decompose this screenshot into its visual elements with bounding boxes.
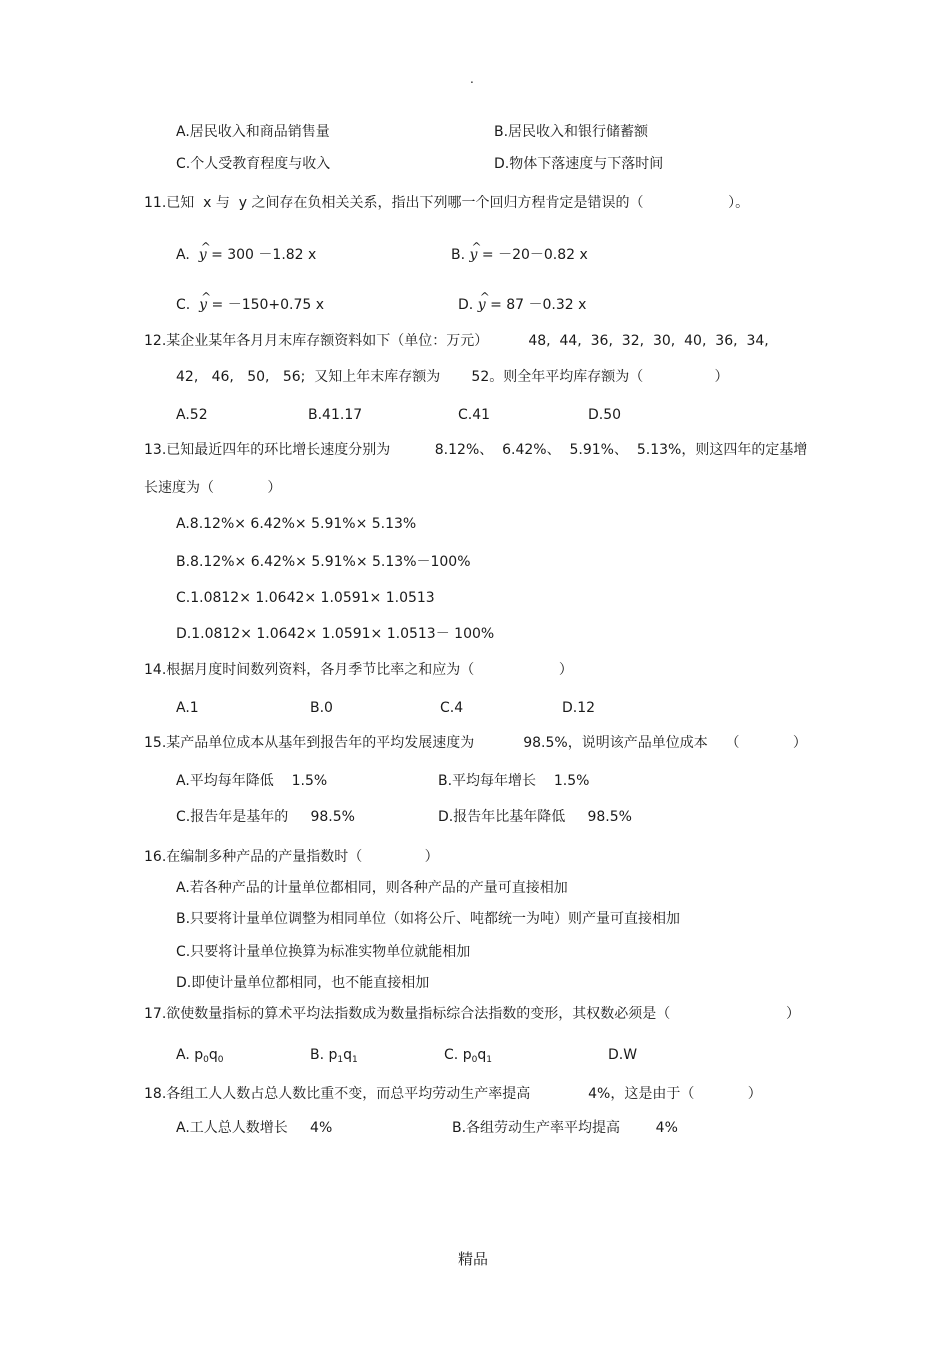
q13-stem-line2: 长速度为（ ） — [144, 480, 282, 496]
q10-option-d: D.物体下落速度与下落时间 — [494, 156, 664, 172]
q11-option-a-equation: = 300 －1.82 x — [211, 247, 317, 263]
subscript-1: 1 — [352, 1055, 358, 1065]
q17-option-c — [444, 1046, 492, 1069]
q13-stem-line1: 13.已知最近四年的环比增长速度分别为 8.12%、 6.42%、 5.91%、 5.13%，则这四年的定基增 — [144, 442, 808, 458]
q14-option-c: C.4 — [440, 700, 464, 716]
header-dot: . — [470, 72, 474, 86]
subscript-1: 1 — [337, 1055, 344, 1065]
y-hat-symbol: ^ y — [199, 296, 207, 314]
p-symbol: p — [328, 1047, 338, 1063]
q14-option-a: A.1 — [176, 700, 199, 716]
q13-option-c: C.1.0812× 1.0642× 1.0591× 1.0513 — [176, 590, 435, 606]
q18-option-b: B.各组劳动生产率平均提高 4% — [452, 1120, 678, 1136]
q10-option-a: A.居民收入和商品销售量 — [176, 124, 330, 140]
q15-option-c: C.报告年是基年的 98.5% — [176, 809, 355, 825]
q15-option-b: B.平均每年增长 1.5% — [438, 773, 590, 789]
q12-stem-line2: 42, 46, 50, 56; 又知上年末库存额为 52。则全年平均库存额为（ ） — [176, 369, 729, 385]
q18-option-a: A.工人总人数增长 4% — [176, 1120, 333, 1136]
q17-stem: 17.欲使数量指标的算术平均法指数成为数量指标综合法指数的变形，其权数必须是（ ） — [144, 1006, 800, 1022]
q-symbol: q — [343, 1047, 353, 1063]
p-symbol: p — [462, 1047, 472, 1063]
subscript-0: 0 — [203, 1055, 209, 1065]
q15-option-d: D.报告年比基年降低 98.5% — [438, 809, 632, 825]
q10-option-c: C.个人受教育程度与收入 — [176, 156, 331, 172]
q11-option-d — [458, 296, 586, 314]
y-hat-symbol: ^ y — [478, 296, 486, 314]
p-symbol: p — [194, 1047, 204, 1063]
q12-option-b: B.41.17 — [308, 407, 363, 423]
q11-option-c-prefix: C. — [176, 297, 191, 313]
q16-option-a: A.若各种产品的计量单位都相同，则各种产品的产量可直接相加 — [176, 880, 568, 896]
q17-option-d: D.W — [608, 1047, 638, 1063]
q11-option-b-equation: = －20－0.82 x — [481, 247, 588, 263]
q11-option-c — [176, 296, 324, 314]
q18-stem: 18.各组工人人数占总人数比重不变，而总平均劳动生产率提高 4%，这是由于（ ） — [144, 1086, 762, 1102]
y-hat-symbol: ^ y — [470, 246, 478, 264]
q11-option-d-equation: = 87 －0.32 x — [490, 297, 587, 313]
y-hat-symbol: ^ y — [199, 246, 207, 264]
q11-option-d-prefix: D. — [458, 297, 474, 313]
q17-option-a — [176, 1046, 223, 1069]
q16-option-d: D.即使计量单位都相同，也不能直接相加 — [176, 975, 430, 991]
q15-stem: 15.某产品单位成本从基年到报告年的平均发展速度为 98.5%，说明该产品单位成本 （ ） — [144, 735, 807, 751]
q-symbol: q — [477, 1047, 487, 1063]
q-symbol: q — [208, 1047, 218, 1063]
subscript-0: 0 — [217, 1055, 224, 1065]
q14-option-d: D.12 — [562, 700, 596, 716]
q11-option-b-prefix: B. — [451, 247, 466, 263]
q16-option-c: C.只要将计量单位换算为标准实物单位就能相加 — [176, 944, 471, 960]
q14-stem: 14.根据月度时间数列资料，各月季节比率之和应为（ ） — [144, 662, 573, 678]
q17-option-c-prefix: C. — [444, 1047, 463, 1063]
q11-option-a-prefix: A. — [176, 247, 190, 263]
q15-option-a: A.平均每年降低 1.5% — [176, 773, 328, 789]
q12-option-a: A.52 — [176, 407, 208, 423]
q11-option-b — [451, 246, 588, 264]
q10-option-b: B.居民收入和银行储蓄额 — [494, 124, 649, 140]
q13-option-a: A.8.12%× 6.42%× 5.91%× 5.13% — [176, 516, 417, 532]
q11-stem: 11.已知 x 与 y 之间存在负相关关系，指出下列哪一个回归方程肯定是错误的（ ）。 — [144, 195, 750, 211]
q17-option-b-prefix: B. — [310, 1047, 329, 1063]
q16-stem: 16.在编制多种产品的产量指数时（ ） — [144, 849, 439, 865]
subscript-1: 1 — [486, 1055, 492, 1065]
page-footer: 精品 — [458, 1250, 489, 1268]
q13-option-d: D.1.0812× 1.0642× 1.0591× 1.0513－ 100% — [176, 626, 495, 642]
q12-option-d: D.50 — [588, 407, 622, 423]
q12-option-c: C.41 — [458, 407, 491, 423]
subscript-0: 0 — [471, 1055, 478, 1065]
q11-option-a — [176, 246, 316, 264]
q12-stem-line1: 12.某企业某年各月月末库存额资料如下（单位：万元） 48, 44, 36, 32, 30, 40, 36, 34, — [144, 333, 769, 349]
q11-option-c-equation: = －150+0.75 x — [211, 297, 325, 313]
q14-option-b: B.0 — [310, 700, 333, 716]
q17-option-a-prefix: A. — [176, 1047, 195, 1063]
q13-option-b: B.8.12%× 6.42%× 5.91%× 5.13%－100% — [176, 554, 471, 570]
q16-option-b: B.只要将计量单位调整为相同单位（如将公斤、吨都统一为吨）则产量可直接相加 — [176, 911, 681, 927]
q17-option-b — [310, 1046, 358, 1069]
